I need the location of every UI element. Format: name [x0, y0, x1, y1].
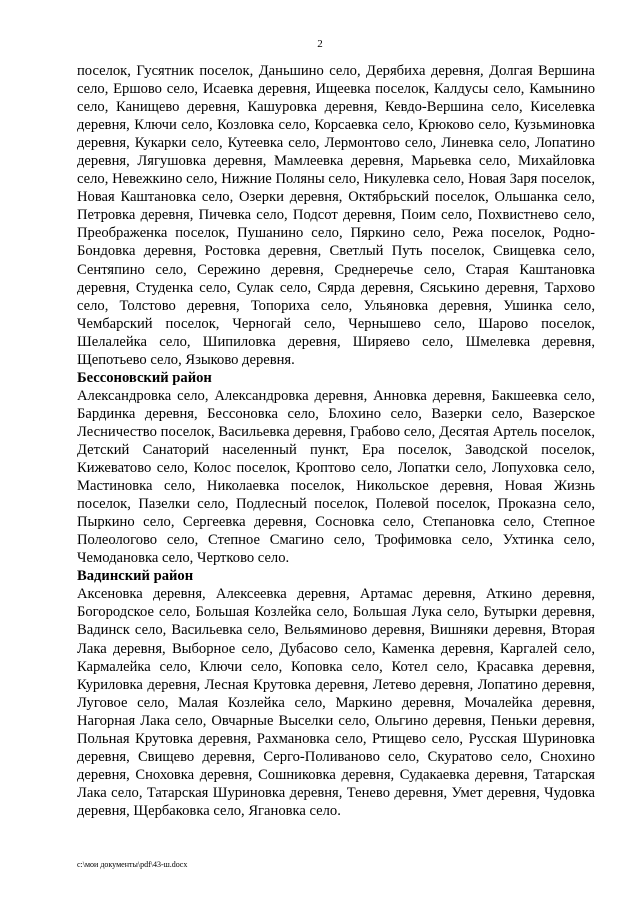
page-number: 2: [317, 38, 323, 50]
document-body: [77, 62, 595, 820]
intro-paragraph: поселок, Гусятник поселок, Даньшино село, Дерябиха деревня, Долгая Вершина село, Ершово село, Исаевка деревня, Ищеевка поселок, Калдусы село, Камынино село, Канищево деревня, Кашуровка деревня, Кевдо-Вершина село, Киселевка деревня, Ключи село, Козловка село, Корсаевка село, Крюково село, Кузьминовка деревня, Кукарки село, Кутеевка село, Лермонтово село, Линевка село, Лопатино деревня, Лягушовка деревня, Мамлеевка деревня, Марьевка село, Михайловка село, Невежкино село, Нижние Поляны село, Никулевка село, Новая Заря поселок, Новая Каштановка село, Озерки деревня, Октябрьский поселок, Ольшанка село, Петровка деревня, Пичевка село, Подсот деревня, Поим село, Похвистнево село, Преображенка поселок, Пушанино село, Пяркино село, Режа поселок, Родно-Бондовка деревня, Ростовка деревня, Светлый Путь поселок, Свищевка село, Сентяпино село, Сережино деревня, Среднеречье село, Старая Каштановка деревня, Студенка село, Сулак село, Сярда деревня, Сяськино деревня, Тархово село, Толстово деревня, Топориха село, Ульяновка деревня, Ушинка село, Чембарский поселок, Черногай село, Чернышево село, Шарово поселок, Шелалейка село, Шипиловка деревня, Ширяево село, Шмелевка деревня, Щепотьево село, Языково деревня.: [77, 63, 595, 368]
footer-file-path: c:\мои документы\pdf\43-ш.docx: [77, 860, 188, 869]
district-text-bessonovsky: Александровка село, Александровка деревня, Анновка деревня, Бакшеевка село, Бардинка деревня, Бессоновка село, Блохино село, Вазерки село, Вазерское Лесничество поселок, Васильевка деревня, Грабово село, Десятая Артель поселок, Детский Санаторий населенный пункт, Ера поселок, Заводской поселок, Кижеватово село, Колос поселок, Кроптово село, Лопатки село, Лопуховка село, Мастиновка село, Николаевка поселок, Никольское деревня, Новая Жизнь поселок, Пазелки село, Подлесный поселок, Полевой поселок, Проказна село, Пыркино село, Сергеевка деревня, Сосновка село, Степановка село, Степное Полеологово село, Степное Смагино село, Трофимовка село, Ухтинка село, Чемодановка село, Чертково село.: [77, 387, 595, 567]
district-text-vadinsky: Аксеновка деревня, Алексеевка деревня, Артамас деревня, Аткино деревня, Богородское село, Большая Козлейка село, Большая Лука село, Бутырки деревня, Вадинск село, Васильевка село, Вельяминово деревня, Вишняки деревня, Вторая Лака деревня, Выборное село, Дубасово село, Каменка деревня, Каргалей село, Кармалейка село, Ключи село, Коповка село, Котел село, Красавка деревня, Куриловка деревня, Лесная Крутовка деревня, Летево деревня, Лопатино деревня, Луговое село, Малая Козлейка село, Маркино деревня, Мочалейка деревня, Нагорная Лака село, Овчарные Выселки село, Ольгино деревня, Пеньки деревня, Польная Крутовка деревня, Рахмановка село, Ртищево село, Русская Шуриновка деревня, Свищево деревня, Серго-Поливаново село, Скуратово село, Снохино деревня, Сноховка деревня, Сошниковка деревня, Судакаевка деревня, Татарская Лака село, Татарская Шуриновка деревня, Тенево деревня, Умет деревня, Чудовка деревня, Щербаковка село, Ягановка село.: [77, 586, 595, 819]
district-heading-vadinsky: Вадинский район: [77, 568, 194, 585]
district-heading-bessonovsky: Бессоновский район: [77, 369, 212, 386]
